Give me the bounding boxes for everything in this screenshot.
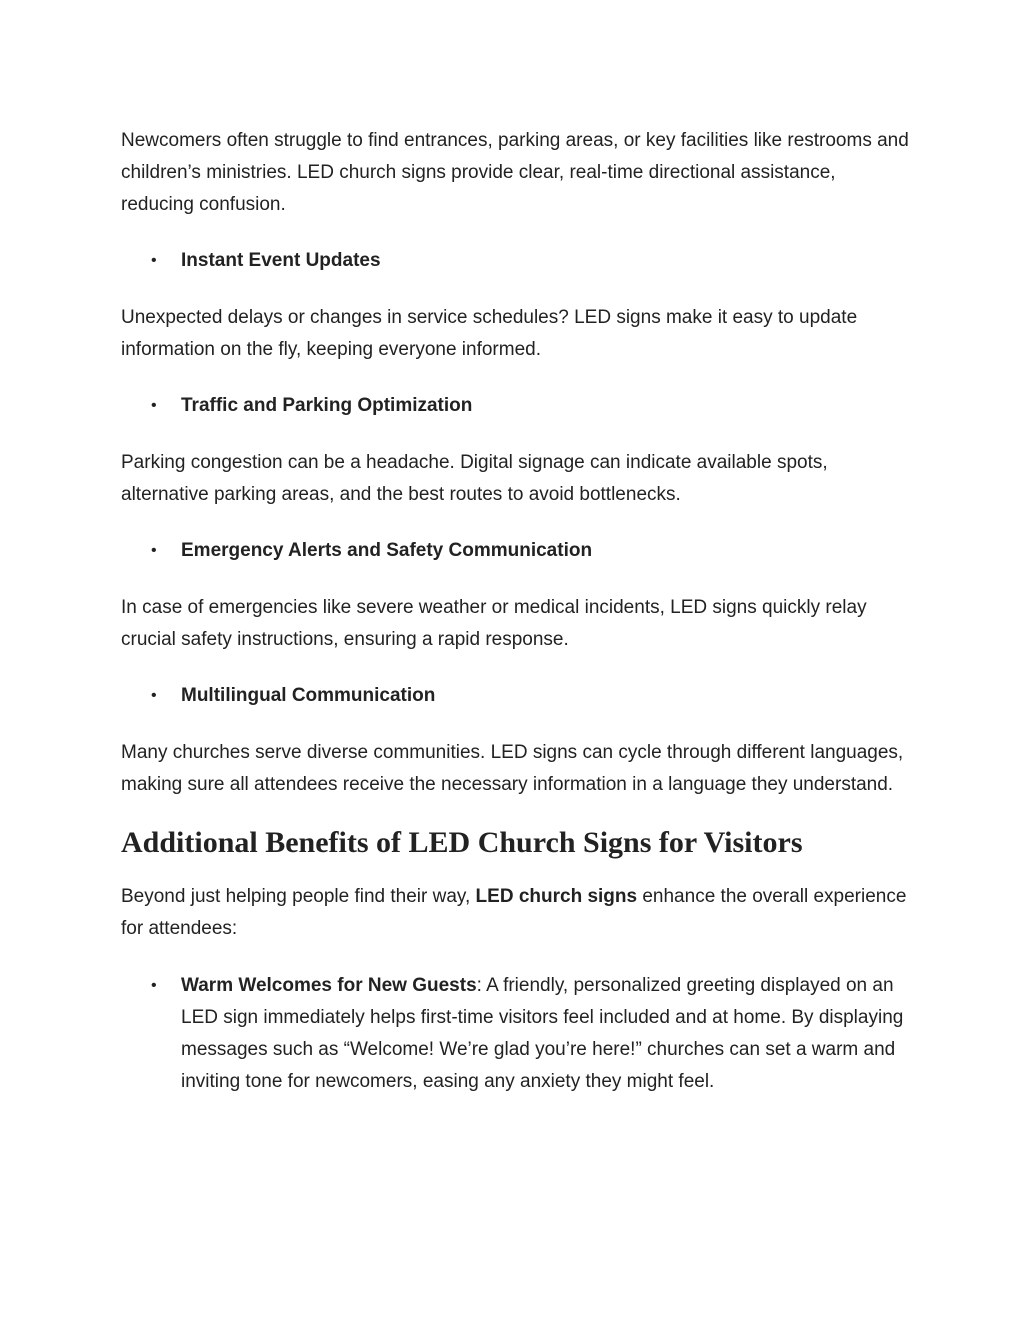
- section-heading-traffic-parking: [121, 390, 911, 422]
- document-content: [121, 125, 911, 1098]
- section-paragraph-traffic-parking: Parking congestion can be a headache. Digital signage can indicate available spots, alternative parking areas, and the best routes to avoid bottlenecks.: [121, 452, 828, 505]
- benefit-item-title: Warm Welcomes for New Guests: [181, 975, 477, 996]
- bullet-icon: •: [151, 252, 157, 269]
- benefit-item-warm-welcomes: [121, 970, 911, 1098]
- section-heading-emergency-alerts: [121, 535, 911, 567]
- section-heading-label: Emergency Alerts and Safety Communication: [181, 540, 593, 561]
- section-heading-label: Multilingual Communication: [181, 685, 436, 706]
- section-heading-label: Traffic and Parking Optimization: [181, 395, 473, 416]
- section-paragraph-instant-event-updates: Unexpected delays or changes in service schedules? LED signs make it easy to update information on the fly, keeping everyone informed.: [121, 307, 858, 360]
- benefits-intro-paragraph: [121, 881, 911, 945]
- bullet-icon: •: [151, 687, 157, 704]
- bullet-icon: •: [151, 542, 157, 559]
- benefit-item-text: : A friendly, personalized greeting displayed on an LED sign immediately helps first-time visitors feel included and at home. By displaying messages such as “Welcome! We’re glad you’re here!” churches can set a warm and inviting tone for newcomers, easing any anxiety they might feel.: [181, 975, 904, 1092]
- section-heading-label: Instant Event Updates: [181, 250, 381, 271]
- bullet-icon: •: [151, 977, 157, 994]
- benefits-intro-bold: LED church signs: [475, 886, 638, 907]
- heading-additional-benefits: Additional Benefits of LED Church Signs for Visitors: [121, 826, 803, 859]
- section-heading-instant-event-updates: [121, 245, 911, 277]
- benefits-intro-before: Beyond just helping people find their way,: [121, 886, 476, 907]
- intro-paragraph: Newcomers often struggle to find entrances, parking areas, or key facilities like restrooms and children’s ministries. LED church signs provide clear, real-time directional assistance, reducing confusion.: [121, 130, 909, 215]
- benefits-intro-after: enhance the overall experience for attendees:: [121, 886, 907, 939]
- section-heading-multilingual: [121, 680, 911, 712]
- section-paragraph-emergency-alerts: In case of emergencies like severe weather or medical incidents, LED signs quickly relay crucial safety instructions, ensuring a rapid response.: [121, 597, 867, 650]
- bullet-icon: •: [151, 397, 157, 414]
- section-paragraph-multilingual: Many churches serve diverse communities. LED signs can cycle through different languages, making sure all attendees receive the necessary information in a language they understand.: [121, 742, 904, 795]
